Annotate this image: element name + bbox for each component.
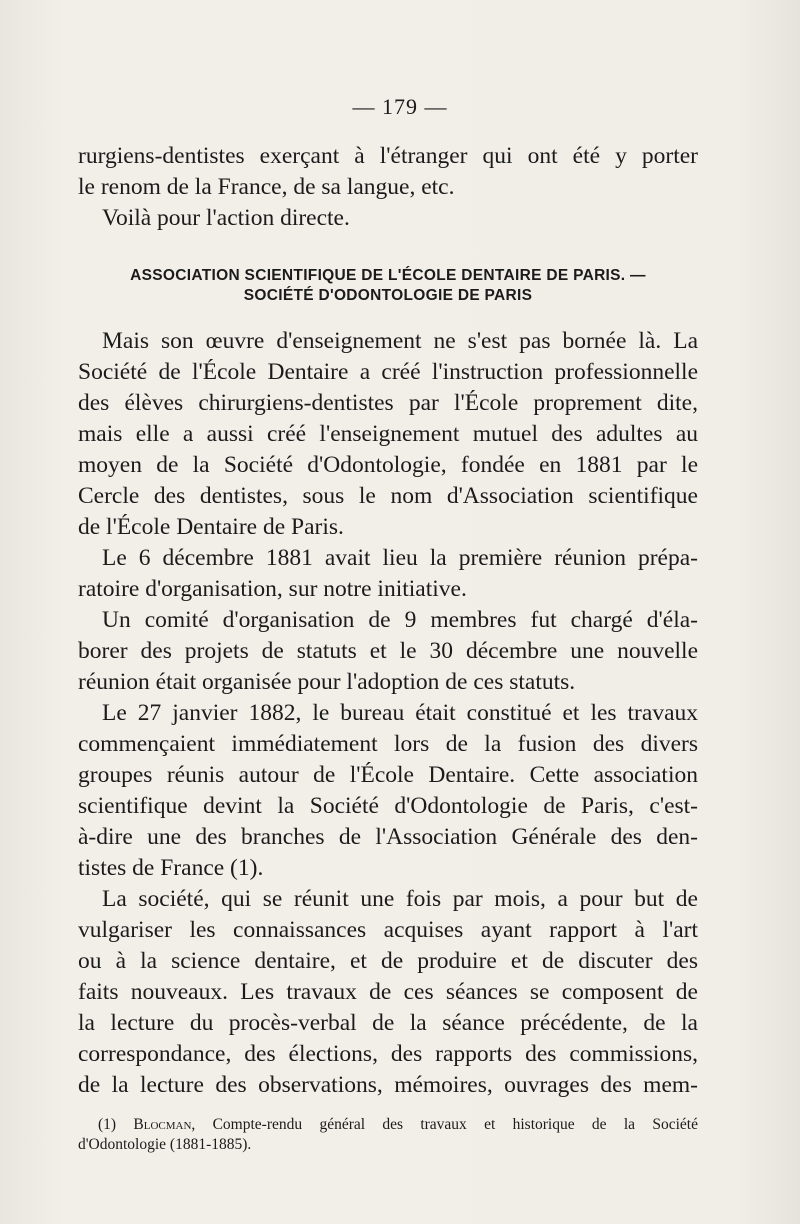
text-line: La société, qui se réunit une fois par mois, a pour but de bbox=[102, 886, 698, 912]
text-line: faits nouveaux. Les travaux de ces séances se composent de bbox=[78, 979, 698, 1005]
page-number: — 179 — bbox=[352, 94, 448, 119]
footnote-author: Blocman bbox=[133, 1116, 192, 1133]
text-line: correspondance, des élections, des rapports des commissions, bbox=[78, 1041, 698, 1067]
text-line: vulgariser les connaissances acquises ayant rapport à l'art bbox=[78, 917, 698, 943]
text-line: le renom de la France, de sa langue, etc. bbox=[78, 174, 455, 200]
text-line: ratoire d'organisation, sur notre initiative. bbox=[78, 576, 467, 602]
text-line: Voilà pour l'action directe. bbox=[102, 205, 350, 231]
text-line: commençaient immédiatement lors de la fusion des divers bbox=[78, 731, 698, 757]
text-line: Cercle des dentistes, sous le nom d'Association scientifique bbox=[78, 483, 698, 509]
text-line: des élèves chirurgiens-dentistes par l'École proprement dite, bbox=[78, 390, 698, 416]
text-line: de la lecture des observations, mémoires, ouvrages des mem- bbox=[78, 1072, 698, 1098]
text-line: ou à la science dentaire, et de produire et de discuter des bbox=[78, 948, 698, 974]
footnote-citation: , Compte-rendu général des travaux et historique de la Société bbox=[191, 1116, 698, 1133]
text-line: réunion était organisée pour l'adoption de ces statuts. bbox=[78, 669, 576, 695]
text-line: Société de l'École Dentaire a créé l'instruction professionnelle bbox=[78, 359, 698, 385]
text-line: borer des projets de statuts et le 30 décembre une nouvelle bbox=[78, 638, 698, 664]
text-line: scientifique devint la Société d'Odontologie de Paris, c'est- bbox=[78, 793, 698, 819]
text-line: moyen de la Société d'Odontologie, fondée en 1881 par le bbox=[78, 452, 698, 478]
text-line: à-dire une des branches de l'Association Générale des den- bbox=[78, 824, 698, 850]
text-line: Mais son œuvre d'enseignement ne s'est pas bornée là. La bbox=[102, 328, 698, 354]
footnote-line-2: d'Odontologie (1881-1885). bbox=[78, 1136, 252, 1153]
text-line: Le 27 janvier 1882, le bureau était constitué et les travaux bbox=[102, 700, 698, 726]
text-line: rurgiens-dentistes exerçant à l'étranger qui ont été y porter bbox=[78, 143, 698, 169]
section-heading-line-1: ASSOCIATION SCIENTIFIQUE DE L'ÉCOLE DENTAIRE DE PARIS. — bbox=[130, 267, 646, 284]
text-line: de l'École Dentaire de Paris. bbox=[78, 514, 344, 540]
text-line: la lecture du procès-verbal de la séance précédente, de la bbox=[78, 1010, 698, 1036]
text-line: mais elle a aussi créé l'enseignement mutuel des adultes au bbox=[78, 421, 698, 447]
text-line: tistes de France (1). bbox=[78, 855, 264, 881]
footnote-line-1 bbox=[78, 1115, 698, 1135]
section-heading-line-2: SOCIÉTÉ D'ODONTOLOGIE DE PARIS bbox=[243, 287, 533, 304]
text-line: groupes réunis autour de l'École Dentaire. Cette association bbox=[78, 762, 698, 788]
text-line: Le 6 décembre 1881 avait lieu la première réunion prépa- bbox=[102, 545, 698, 571]
footnote-marker: (1) bbox=[98, 1116, 117, 1133]
text-line: Un comité d'organisation de 9 membres fut chargé d'éla- bbox=[102, 607, 698, 633]
